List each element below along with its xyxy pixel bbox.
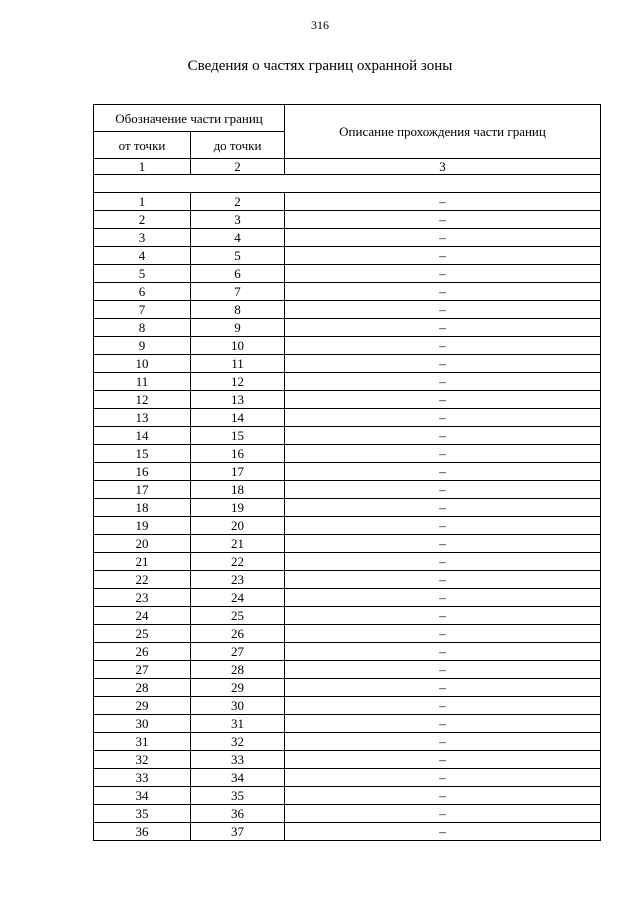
table-row (94, 661, 601, 679)
description-cell: – (285, 625, 601, 643)
table-row (94, 229, 601, 247)
table-row (94, 625, 601, 643)
from-cell: 26 (94, 643, 191, 661)
description-cell: – (285, 787, 601, 805)
to-cell: 9 (191, 319, 285, 337)
to-cell: 14 (191, 409, 285, 427)
description-cell: – (285, 697, 601, 715)
from-cell: 2 (94, 211, 191, 229)
table-row (94, 553, 601, 571)
description-cell: – (285, 499, 601, 517)
header-description: Описание прохождения части границ (285, 105, 601, 159)
description-cell: – (285, 319, 601, 337)
empty-cell (94, 175, 601, 193)
boundary-table (93, 104, 601, 841)
from-cell: 34 (94, 787, 191, 805)
to-cell: 20 (191, 517, 285, 535)
to-cell: 2 (191, 193, 285, 211)
from-cell: 8 (94, 319, 191, 337)
table-row (94, 697, 601, 715)
description-cell: – (285, 823, 601, 841)
from-cell: 15 (94, 445, 191, 463)
from-cell: 10 (94, 355, 191, 373)
from-cell: 17 (94, 481, 191, 499)
to-cell: 4 (191, 229, 285, 247)
table-row (94, 733, 601, 751)
to-cell: 37 (191, 823, 285, 841)
to-cell: 33 (191, 751, 285, 769)
to-cell: 34 (191, 769, 285, 787)
from-cell: 24 (94, 607, 191, 625)
table-row (94, 571, 601, 589)
description-cell: – (285, 535, 601, 553)
table-row (94, 607, 601, 625)
table-row (94, 319, 601, 337)
to-cell: 31 (191, 715, 285, 733)
table-row (94, 211, 601, 229)
from-cell: 3 (94, 229, 191, 247)
table-row (94, 373, 601, 391)
description-cell: – (285, 247, 601, 265)
table-row (94, 247, 601, 265)
header-from-point: от точки (94, 132, 191, 159)
table-row (94, 391, 601, 409)
from-cell: 7 (94, 301, 191, 319)
table-row (94, 265, 601, 283)
to-cell: 29 (191, 679, 285, 697)
description-cell: – (285, 805, 601, 823)
description-cell: – (285, 211, 601, 229)
to-cell: 3 (191, 211, 285, 229)
column-number-2: 2 (191, 159, 285, 175)
from-cell: 31 (94, 733, 191, 751)
table-row (94, 535, 601, 553)
table-row (94, 589, 601, 607)
to-cell: 13 (191, 391, 285, 409)
empty-row (94, 175, 601, 193)
description-cell: – (285, 643, 601, 661)
header-designation: Обозначение части границ (94, 105, 285, 132)
from-cell: 16 (94, 463, 191, 481)
table-row (94, 463, 601, 481)
description-cell: – (285, 463, 601, 481)
from-cell: 22 (94, 571, 191, 589)
table-row (94, 517, 601, 535)
description-cell: – (285, 301, 601, 319)
table-row (94, 769, 601, 787)
table-row (94, 445, 601, 463)
from-cell: 29 (94, 697, 191, 715)
description-cell: – (285, 481, 601, 499)
to-cell: 18 (191, 481, 285, 499)
to-cell: 28 (191, 661, 285, 679)
column-number-1: 1 (94, 159, 191, 175)
to-cell: 5 (191, 247, 285, 265)
to-cell: 6 (191, 265, 285, 283)
from-cell: 1 (94, 193, 191, 211)
table-row (94, 409, 601, 427)
table-row (94, 499, 601, 517)
description-cell: – (285, 589, 601, 607)
description-cell: – (285, 193, 601, 211)
description-cell: – (285, 553, 601, 571)
description-cell: – (285, 283, 601, 301)
to-cell: 32 (191, 733, 285, 751)
description-cell: – (285, 769, 601, 787)
page-number: 316 (311, 18, 329, 32)
description-cell: – (285, 571, 601, 589)
from-cell: 9 (94, 337, 191, 355)
from-cell: 21 (94, 553, 191, 571)
description-cell: – (285, 517, 601, 535)
description-cell: – (285, 229, 601, 247)
table-row (94, 751, 601, 769)
table-row (94, 805, 601, 823)
to-cell: 21 (191, 535, 285, 553)
description-cell: – (285, 427, 601, 445)
from-cell: 4 (94, 247, 191, 265)
column-number-3: 3 (285, 159, 601, 175)
description-cell: – (285, 373, 601, 391)
to-cell: 11 (191, 355, 285, 373)
description-cell: – (285, 409, 601, 427)
from-cell: 28 (94, 679, 191, 697)
table-row (94, 715, 601, 733)
description-cell: – (285, 751, 601, 769)
from-cell: 13 (94, 409, 191, 427)
to-cell: 27 (191, 643, 285, 661)
description-cell: – (285, 715, 601, 733)
table-row (94, 283, 601, 301)
to-cell: 35 (191, 787, 285, 805)
table-row (94, 787, 601, 805)
from-cell: 36 (94, 823, 191, 841)
from-cell: 18 (94, 499, 191, 517)
from-cell: 35 (94, 805, 191, 823)
to-cell: 30 (191, 697, 285, 715)
to-cell: 19 (191, 499, 285, 517)
table-body (94, 175, 601, 841)
to-cell: 22 (191, 553, 285, 571)
from-cell: 30 (94, 715, 191, 733)
to-cell: 7 (191, 283, 285, 301)
to-cell: 26 (191, 625, 285, 643)
description-cell: – (285, 391, 601, 409)
table-row (94, 301, 601, 319)
to-cell: 16 (191, 445, 285, 463)
description-cell: – (285, 337, 601, 355)
description-cell: – (285, 733, 601, 751)
from-cell: 12 (94, 391, 191, 409)
table-row (94, 643, 601, 661)
description-cell: – (285, 265, 601, 283)
to-cell: 8 (191, 301, 285, 319)
to-cell: 36 (191, 805, 285, 823)
description-cell: – (285, 445, 601, 463)
to-cell: 12 (191, 373, 285, 391)
description-cell: – (285, 355, 601, 373)
table-row (94, 193, 601, 211)
table-row (94, 679, 601, 697)
table-row (94, 481, 601, 499)
from-cell: 27 (94, 661, 191, 679)
to-cell: 24 (191, 589, 285, 607)
from-cell: 19 (94, 517, 191, 535)
table-row (94, 355, 601, 373)
from-cell: 25 (94, 625, 191, 643)
from-cell: 33 (94, 769, 191, 787)
from-cell: 32 (94, 751, 191, 769)
from-cell: 14 (94, 427, 191, 445)
to-cell: 10 (191, 337, 285, 355)
from-cell: 20 (94, 535, 191, 553)
description-cell: – (285, 607, 601, 625)
table-row (94, 337, 601, 355)
table-row (94, 823, 601, 841)
to-cell: 15 (191, 427, 285, 445)
description-cell: – (285, 661, 601, 679)
header-to-point: до точки (191, 132, 285, 159)
from-cell: 6 (94, 283, 191, 301)
to-cell: 23 (191, 571, 285, 589)
to-cell: 17 (191, 463, 285, 481)
from-cell: 23 (94, 589, 191, 607)
from-cell: 5 (94, 265, 191, 283)
from-cell: 11 (94, 373, 191, 391)
page-title: Сведения о частях границ охранной зоны (187, 58, 453, 74)
to-cell: 25 (191, 607, 285, 625)
description-cell: – (285, 679, 601, 697)
table-row (94, 427, 601, 445)
